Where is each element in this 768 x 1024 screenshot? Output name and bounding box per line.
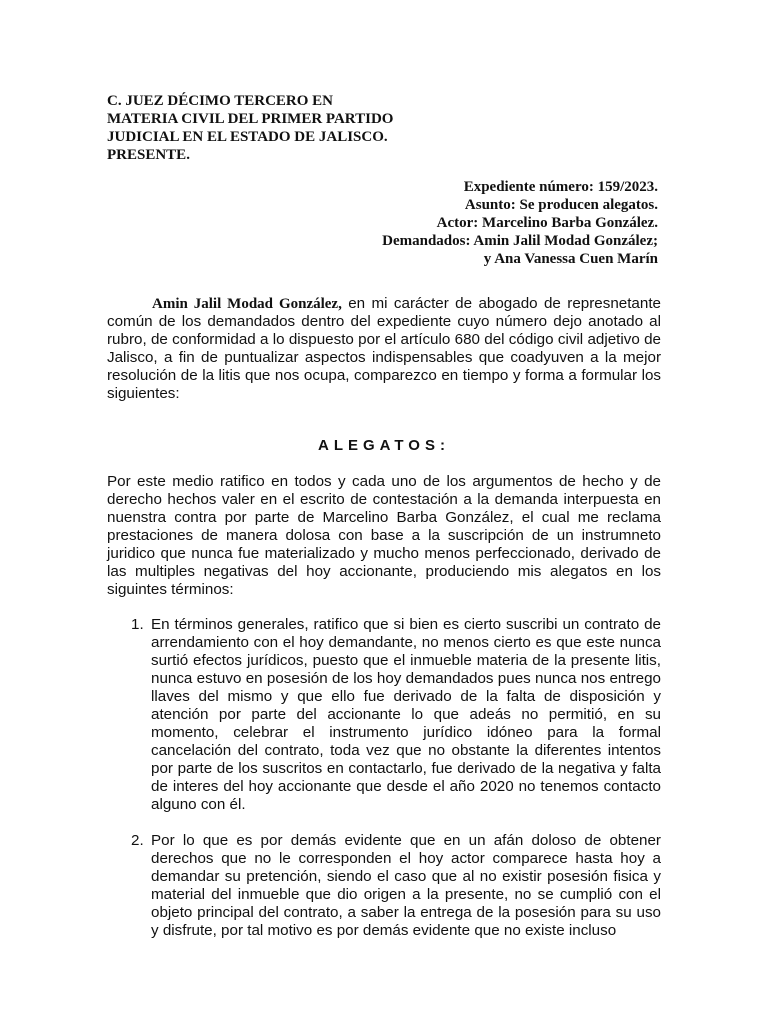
list-item-text: En términos generales, ratifico que si bien es cierto suscribi un contrato de arrendamiento con el hoy demandante, no menos cierto es que este nunca surtió efectos jurídicos, puesto que el inmueble materia de la presente litis, nunca estuvo en posesión de los hoy demandados pues nunca nos entrego llaves del mismo y que ello fue derivado de la falta de disposición y atención por parte del accionante lo que adeás no permitió, en su momento, celebrar el instrumento jurídico idóneo para la formal cancelación del contrato, toda vez que no obstante la diferentes intentos por parte de los suscritos en contactarlo, fue derivado de la negativa y falta de interes del hoy accionante que desde el año 2020 no tenemos contacto alguno con él. — [151, 616, 661, 813]
list-item — [107, 832, 661, 940]
addressee-line: JUDICIAL EN EL ESTADO DE JALISCO. — [107, 129, 388, 145]
case-number: Expediente número: 159/2023. — [463, 179, 658, 195]
list-item — [107, 616, 661, 814]
section-title: ALEGATOS: — [318, 437, 450, 454]
ratify-paragraph: Por este medio ratifico en todos y cada uno de los argumentos de hecho y de derecho hechos valer en el escrito de contestación a la demanda interpuesta en nuenstra contra por parte de Marcelino Barba González, el cual me reclama prestaciones de manera dolosa con base a la suscripción de un instrumneto juridico que nunca fue materializado y mucho menos perfeccionado, derivado de las multiples negativas del hoy accionante, produciendo mis alegatos en los siguintes términos: — [107, 473, 661, 598]
case-actor: Actor: Marcelino Barba González. — [436, 215, 658, 231]
case-defendants-cont: y Ana Vanessa Cuen Marín — [483, 251, 658, 267]
intro-paragraph — [107, 295, 661, 403]
list-item-text: Por lo que es por demás evidente que en un afán doloso de obtener derechos que no le corresponden el hoy actor comparece hasta hoy a demandar su pretención, siendo el caso que al no existir posesión fisica y material del inmueble que dio origen a la presente, no se cumplió con el objeto principal del contrato, a saber la entrega de la posesión para su uso y disfrute, por tal motivo es por demás evidente que no existe incluso — [151, 832, 661, 939]
intro-text: en mi carácter de abogado de represnetante común de los demandados dentro del expediente cuyo número dejo anotado al rubro, de conformidad a lo dispuesto por el artículo 680 del código civil adjetivo de Jalisco, a fin de puntualizar aspectos indispensables que coadyuven a la mejor resolución de la litis que nos ocupa, comparezco en tiempo y forma a formular los siguientes: — [107, 295, 661, 402]
addressee-line: C. JUEZ DÉCIMO TERCERO EN — [107, 93, 334, 109]
case-info-block — [382, 178, 658, 268]
case-subject: Asunto: Se producen alegatos. — [464, 197, 658, 213]
case-defendants: Demandados: Amin Jalil Modad González; — [382, 233, 658, 249]
attorney-name: Amin Jalil Modad González, — [152, 296, 342, 312]
addressee-line: PRESENTE. — [107, 147, 190, 163]
addressee-line: MATERIA CIVIL DEL PRIMER PARTIDO — [107, 111, 394, 127]
addressee-block — [107, 92, 527, 164]
allegations-list — [107, 616, 661, 940]
list-item-number: 1. — [131, 616, 144, 633]
list-item-number: 2. — [131, 832, 144, 849]
